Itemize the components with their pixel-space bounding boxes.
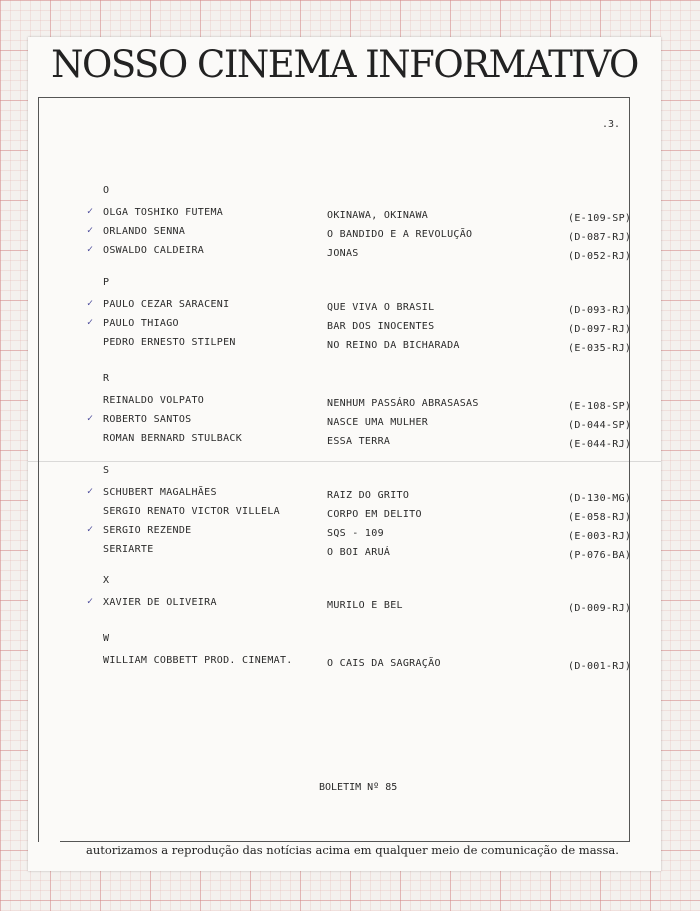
director-name: ORLANDO SENNA (103, 226, 186, 237)
check-mark-icon: ✓ (87, 596, 94, 607)
film-title: QUE VIVA O BRASIL (327, 302, 435, 313)
catalog-code: (D-001-RJ) (568, 661, 632, 672)
footer-note: autorizamos a reprodução das notícias acima em qualquer meio de comunicação de massa. (86, 843, 619, 857)
catalog-code: (D-093-RJ) (568, 305, 632, 316)
section-letter: S (103, 465, 110, 476)
catalog-code: (E-109-SP) (568, 213, 632, 224)
bulletin-number: BOLETIM Nº 85 (319, 782, 398, 793)
catalog-code: (E-058-RJ) (568, 512, 632, 523)
check-mark-icon: ✓ (87, 206, 94, 217)
film-title: OKINAWA, OKINAWA (327, 210, 429, 221)
catalog-code: (D-052-RJ) (568, 251, 632, 262)
film-title: O BANDIDO E A REVOLUÇÃO (327, 229, 473, 240)
check-mark-icon: ✓ (87, 298, 94, 309)
section-letter: P (103, 277, 110, 288)
masthead-title: NOSSO CINEMA INFORMATIVO (51, 43, 638, 86)
page-number: .3. (602, 119, 621, 130)
film-title: NO REINO DA BICHARADA (327, 340, 460, 351)
director-name: OLGA TOSHIKO FUTEMA (103, 207, 224, 218)
director-name: SERGIO REZENDE (103, 525, 192, 536)
catalog-code: (D-044-SP) (568, 420, 632, 431)
catalog-code: (E-035-RJ) (568, 343, 632, 354)
catalog-code: (D-009-RJ) (568, 603, 632, 614)
film-title: JONAS (327, 248, 359, 259)
section-letter: O (103, 185, 110, 196)
film-title: MURILO E BEL (327, 600, 403, 611)
film-title: O CAIS DA SAGRAÇÃO (327, 658, 441, 669)
check-mark-icon: ✓ (87, 486, 94, 497)
catalog-code: (D-097-RJ) (568, 324, 632, 335)
director-name: PEDRO ERNESTO STILPEN (103, 337, 236, 348)
director-name: XAVIER DE OLIVEIRA (103, 597, 217, 608)
check-mark-icon: ✓ (87, 225, 94, 236)
section-letter: R (103, 373, 110, 384)
director-name: WILLIAM COBBETT PROD. CINEMAT. (103, 655, 293, 666)
film-title: O BOI ARUÁ (327, 547, 391, 558)
film-title: NASCE UMA MULHER (327, 417, 429, 428)
check-mark-icon: ✓ (87, 413, 94, 424)
section-letter: W (103, 633, 110, 644)
catalog-code: (E-003-RJ) (568, 531, 632, 542)
director-name: SCHUBERT MAGALHÃES (103, 487, 217, 498)
director-name: REINALDO VOLPATO (103, 395, 205, 406)
director-name: SERGIO RENATO VICTOR VILLELA (103, 506, 280, 517)
check-mark-icon: ✓ (87, 524, 94, 535)
check-mark-icon: ✓ (87, 244, 94, 255)
film-title: ESSA TERRA (327, 436, 391, 447)
director-name: ROBERTO SANTOS (103, 414, 192, 425)
section-letter: X (103, 575, 110, 586)
document-sheet (28, 37, 661, 871)
catalog-code: (D-087-RJ) (568, 232, 632, 243)
director-name: ROMAN BERNARD STULBACK (103, 433, 243, 444)
film-title: SQS - 109 (327, 528, 384, 539)
film-title: RAIZ DO GRITO (327, 490, 410, 501)
footer-rule (60, 841, 630, 842)
director-name: PAULO CEZAR SARACENI (103, 299, 230, 310)
check-mark-icon: ✓ (87, 317, 94, 328)
catalog-code: (E-108-SP) (568, 401, 632, 412)
film-title: CORPO EM DELITO (327, 509, 422, 520)
director-name: OSWALDO CALDEIRA (103, 245, 205, 256)
film-title: NENHUM PASSÁRO ABRASASAS (327, 398, 479, 409)
catalog-code: (E-044-RJ) (568, 439, 632, 450)
director-name: PAULO THIAGO (103, 318, 179, 329)
film-title: BAR DOS INOCENTES (327, 321, 435, 332)
catalog-code: (D-130-MG) (568, 493, 632, 504)
catalog-code: (P-076-BA) (568, 550, 632, 561)
director-name: SERIARTE (103, 544, 154, 555)
